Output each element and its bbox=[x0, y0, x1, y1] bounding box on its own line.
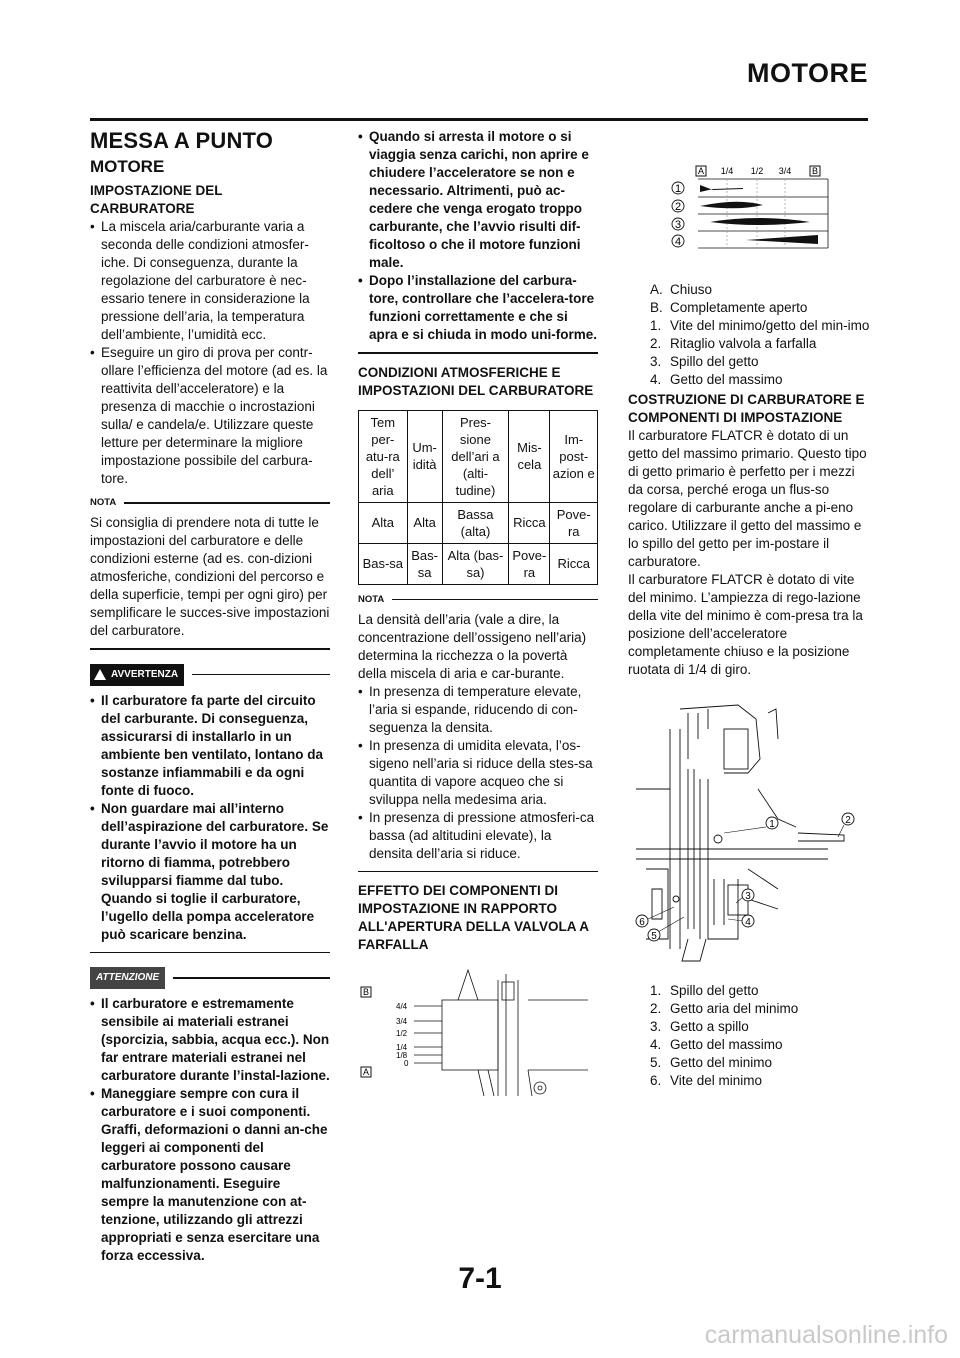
list-item: • La miscela aria/carburante varia a seconda delle condizioni atmosfer-iche. Di conseguenza, durante la regolazione del carburatore è nec-essario tenere in considerazione la pressione dell’aria, la temperatura dell’ambiente, l’umidità ecc. bbox=[90, 218, 330, 344]
table-row bbox=[359, 502, 598, 543]
throttle-opening-chart bbox=[628, 134, 870, 270]
column-middle bbox=[358, 128, 598, 1111]
list-item: • In presenza di pressione atmosferi-ca bassa (ad altitudini elevate), la densita dell’aria si riduce. bbox=[358, 809, 598, 863]
caution-label: ATTENZIONE bbox=[90, 967, 165, 989]
list-item: 4. Getto del massimo bbox=[650, 1037, 783, 1052]
callout-label: 3 bbox=[745, 891, 751, 902]
list-item: 1. Spillo del getto bbox=[650, 983, 759, 998]
watermark: carmanualsonline.info bbox=[704, 1321, 948, 1349]
list-item: 3. Spillo del getto bbox=[650, 354, 759, 369]
tick-label: 3/4 bbox=[396, 1017, 408, 1026]
list-item: 6. Vite del minimo bbox=[650, 1073, 763, 1088]
chart-legend bbox=[628, 281, 870, 389]
nota-text: Si consiglia di prendere nota di tutte le impostazioni del carburatore e delle condizioni esterne (ad es. con-dizioni atmosferiche, condizioni del percorso e della superficie, tempi per ogni giro) per semplificare le succes-sive impostazioni del carburatore. bbox=[90, 515, 330, 638]
list-item: • Maneggiare sempre con cura il carburatore e i suoi componenti. Graffi, deformazioni o danni an-che leggeri ai componenti del carburatore possono causare malfunzionamenti. Eseguire sempre la manutenzione con at-tenzione, utilizzando gli attrezzi appropriati e senza esercitare una forza eccessiva. bbox=[90, 1085, 330, 1265]
paragraph: Il carburatore FLATCR è dotato di vite del minimo. L’ampiezza di rego-lazione della vite del minimo è com-presa tra la posizione dell’acceleratore completamente chiuso e la posizione ruotata di 1/4 di giro. bbox=[628, 572, 863, 677]
throttle-valve-figure bbox=[358, 960, 598, 1100]
table-cell: Pove-ra bbox=[509, 543, 550, 584]
table-cell: Ricca bbox=[509, 502, 550, 543]
chart-row-label: 4 bbox=[674, 236, 682, 248]
callout-label: 6 bbox=[639, 917, 645, 928]
list-item: • Il carburatore e estremamente sensibile ai materiali estranei (sporcizia, sabbia, acqua ecc.). Non far entrare materiali estranei nel carburatore durante l’instal-lazione. bbox=[90, 995, 330, 1085]
list-item: • Dopo l’installazione del carbura-tore, controllare che l’accelera-tore funzioni correttamente e che si apra e si chiuda in modo uni-forme. bbox=[358, 272, 598, 344]
nota-bullets bbox=[358, 683, 598, 863]
list-item: 1. Vite del minimo/getto del min-imo bbox=[650, 318, 870, 333]
chart-label-a: A bbox=[697, 166, 705, 176]
figure-label-a: A bbox=[362, 1067, 370, 1077]
callout-label: 2 bbox=[845, 815, 851, 826]
warning-banner bbox=[90, 664, 330, 686]
divider bbox=[90, 952, 330, 954]
list-item: • Il carburatore fa parte del circuito del carburante. Di conseguenza, assicurarsi di installarlo in un ambiente ben ventilato, lontano da sostanze infiammabili e da ogni fonte di fuoco. bbox=[90, 692, 330, 800]
chart-label-three-quarter: 3/4 bbox=[778, 166, 792, 176]
sub-heading: MOTORE bbox=[90, 157, 165, 176]
list-item: B. Completamente aperto bbox=[650, 300, 808, 315]
warning-label: AVVERTENZA bbox=[111, 668, 179, 680]
nota-label bbox=[90, 494, 330, 512]
divider bbox=[358, 871, 598, 873]
chart-label-half: 1/2 bbox=[750, 166, 764, 176]
main-heading: MESSA A PUNTO bbox=[90, 128, 274, 153]
callout-label: 4 bbox=[745, 917, 751, 928]
paragraph: Il carburatore FLATCR è dotato di un getto del massimo primario. Questo tipo di getto primario è perfetto per i mezzi da corsa, perché eroga un flus-so regolare di carburante anche a pi-eno carico. Utilizzare il getto del massimo e lo spillo del getto per im-postare il carburatore. bbox=[628, 428, 867, 569]
table-cell: Alta (bas-sa) bbox=[442, 543, 509, 584]
table-header-cell: Tem per-atu-ra dell’ aria bbox=[359, 410, 408, 502]
table-row bbox=[359, 543, 598, 584]
warning-icon bbox=[94, 669, 106, 680]
carburetor-figure bbox=[628, 699, 870, 967]
list-item: 3. Getto a spillo bbox=[650, 1019, 749, 1034]
table-header-cell: Mis-cela bbox=[509, 410, 550, 502]
table-header-cell: Pres-sione dell’ari a (alti-tudine) bbox=[442, 410, 509, 502]
list-item: 4. Getto del massimo bbox=[650, 372, 783, 387]
list-item: 2. Ritaglio valvola a farfalla bbox=[650, 336, 817, 351]
caution-bullets bbox=[90, 995, 330, 1265]
table-header-row bbox=[359, 410, 598, 502]
tick-label: 0 bbox=[404, 1059, 409, 1068]
nota-label-text: NOTA bbox=[90, 497, 117, 508]
nota-label-text: NOTA bbox=[358, 593, 385, 605]
callout-label: 1 bbox=[769, 819, 775, 830]
column-right bbox=[628, 128, 870, 1090]
list-item: • Quando si arresta il motore o si viaggia senza carichi, non aprire e chiudere l’acceleratore se non e necessario. Altrimenti, può ac-cedere che venga erogato troppo carburante, che l’avvio risulti dif-ficoltoso o che il motore funzioni male. bbox=[358, 128, 598, 272]
carburetor-legend bbox=[628, 982, 870, 1090]
table-cell: Pove-ra bbox=[550, 502, 598, 543]
tick-label: 4/4 bbox=[396, 1002, 408, 1011]
table-cell: Ricca bbox=[550, 543, 598, 584]
table-header-cell: Im-post-azion e bbox=[550, 410, 598, 502]
section-heading-conditions: CONDIZIONI ATMOSFERICHE E IMPOSTAZIONI DEL CARBURATORE bbox=[358, 364, 594, 398]
table-cell: Alta bbox=[407, 502, 442, 543]
tick-label: 1/8 bbox=[396, 1051, 408, 1060]
divider bbox=[358, 352, 598, 354]
tick-label: 1/2 bbox=[396, 1029, 408, 1038]
tick-label: 1/4 bbox=[396, 1043, 408, 1052]
nota-label bbox=[358, 591, 598, 609]
intro-bullets bbox=[90, 218, 330, 488]
chart-label-b: B bbox=[811, 166, 819, 176]
list-item: • Non guardare mai all’interno dell’aspirazione del carburatore. Se durante l’avvio il motore ha un ritorno di fiamma, potrebbero svilupparsi fiamme dal tubo. Quando si toglie il carburatore, l’ugello della pompa acceleratore può scaricare benzina. bbox=[90, 800, 330, 944]
chart-row-label: 2 bbox=[674, 201, 682, 213]
list-item: A. Chiuso bbox=[650, 282, 713, 297]
figure-label-b: B bbox=[362, 987, 370, 997]
chart-label-quarter: 1/4 bbox=[720, 166, 734, 176]
header-title: MOTORE bbox=[746, 58, 868, 88]
table-cell: Bas-sa bbox=[407, 543, 442, 584]
nota-text: La densità dell’aria (vale a dire, la concentrazione dell’ossigeno nell’aria) determina la ricchezza o la povertà della miscela di aria e car-burante. bbox=[358, 611, 587, 681]
table-cell: Bas-sa bbox=[359, 543, 408, 584]
warning-bullets bbox=[90, 692, 330, 944]
header-rule bbox=[90, 118, 868, 121]
caution-banner bbox=[90, 967, 330, 989]
page-number: 7-1 bbox=[458, 1262, 502, 1295]
section-heading-carburetor: IMPOSTAZIONE DEL CARBURATORE bbox=[90, 183, 223, 216]
list-item: • In presenza di temperature elevate, l’aria si espande, riducendo di con-seguenza la densita. bbox=[358, 683, 598, 737]
table-cell: Alta bbox=[359, 502, 408, 543]
section-heading-effect: EFFETTO DEI COMPONENTI DI IMPOSTAZIONE IN RAPPORTO ALL'APERTURA DELLA VALVOLA A FARFALLA bbox=[358, 883, 589, 952]
column-left bbox=[90, 128, 330, 1265]
table-cell: Bassa (alta) bbox=[442, 502, 509, 543]
conditions-table bbox=[358, 410, 598, 585]
table-header-cell: Um-idità bbox=[407, 410, 442, 502]
callout-label: 5 bbox=[651, 931, 657, 942]
list-item: 5. Getto del minimo bbox=[650, 1055, 773, 1070]
list-item: 2. Getto aria del minimo bbox=[650, 1001, 799, 1016]
chart-row-label: 3 bbox=[674, 219, 682, 231]
list-item: • Eseguire un giro di prova per contr-ollare l’efficienza del motore (ad es. la reattivita dell’acceleratore) e la presenza di macchie o incrostazioni sulla/ e candela/e. Utilizzare queste letture per determinare la migliore impostazione possibile del carbura-tore. bbox=[90, 344, 330, 488]
chart-row-label: 1 bbox=[674, 183, 682, 195]
divider bbox=[90, 648, 330, 650]
caution-bullets-cont bbox=[358, 128, 598, 344]
list-item: • In presenza di umidita elevata, l’os-sigeno nell’aria si riduce della stes-sa quantita di vapore acqueo che si sviluppa nella medesima aria. bbox=[358, 737, 598, 809]
section-heading-construction: COSTRUZIONE DI CARBURATORE E COMPONENTI DI IMPOSTAZIONE bbox=[628, 392, 865, 425]
